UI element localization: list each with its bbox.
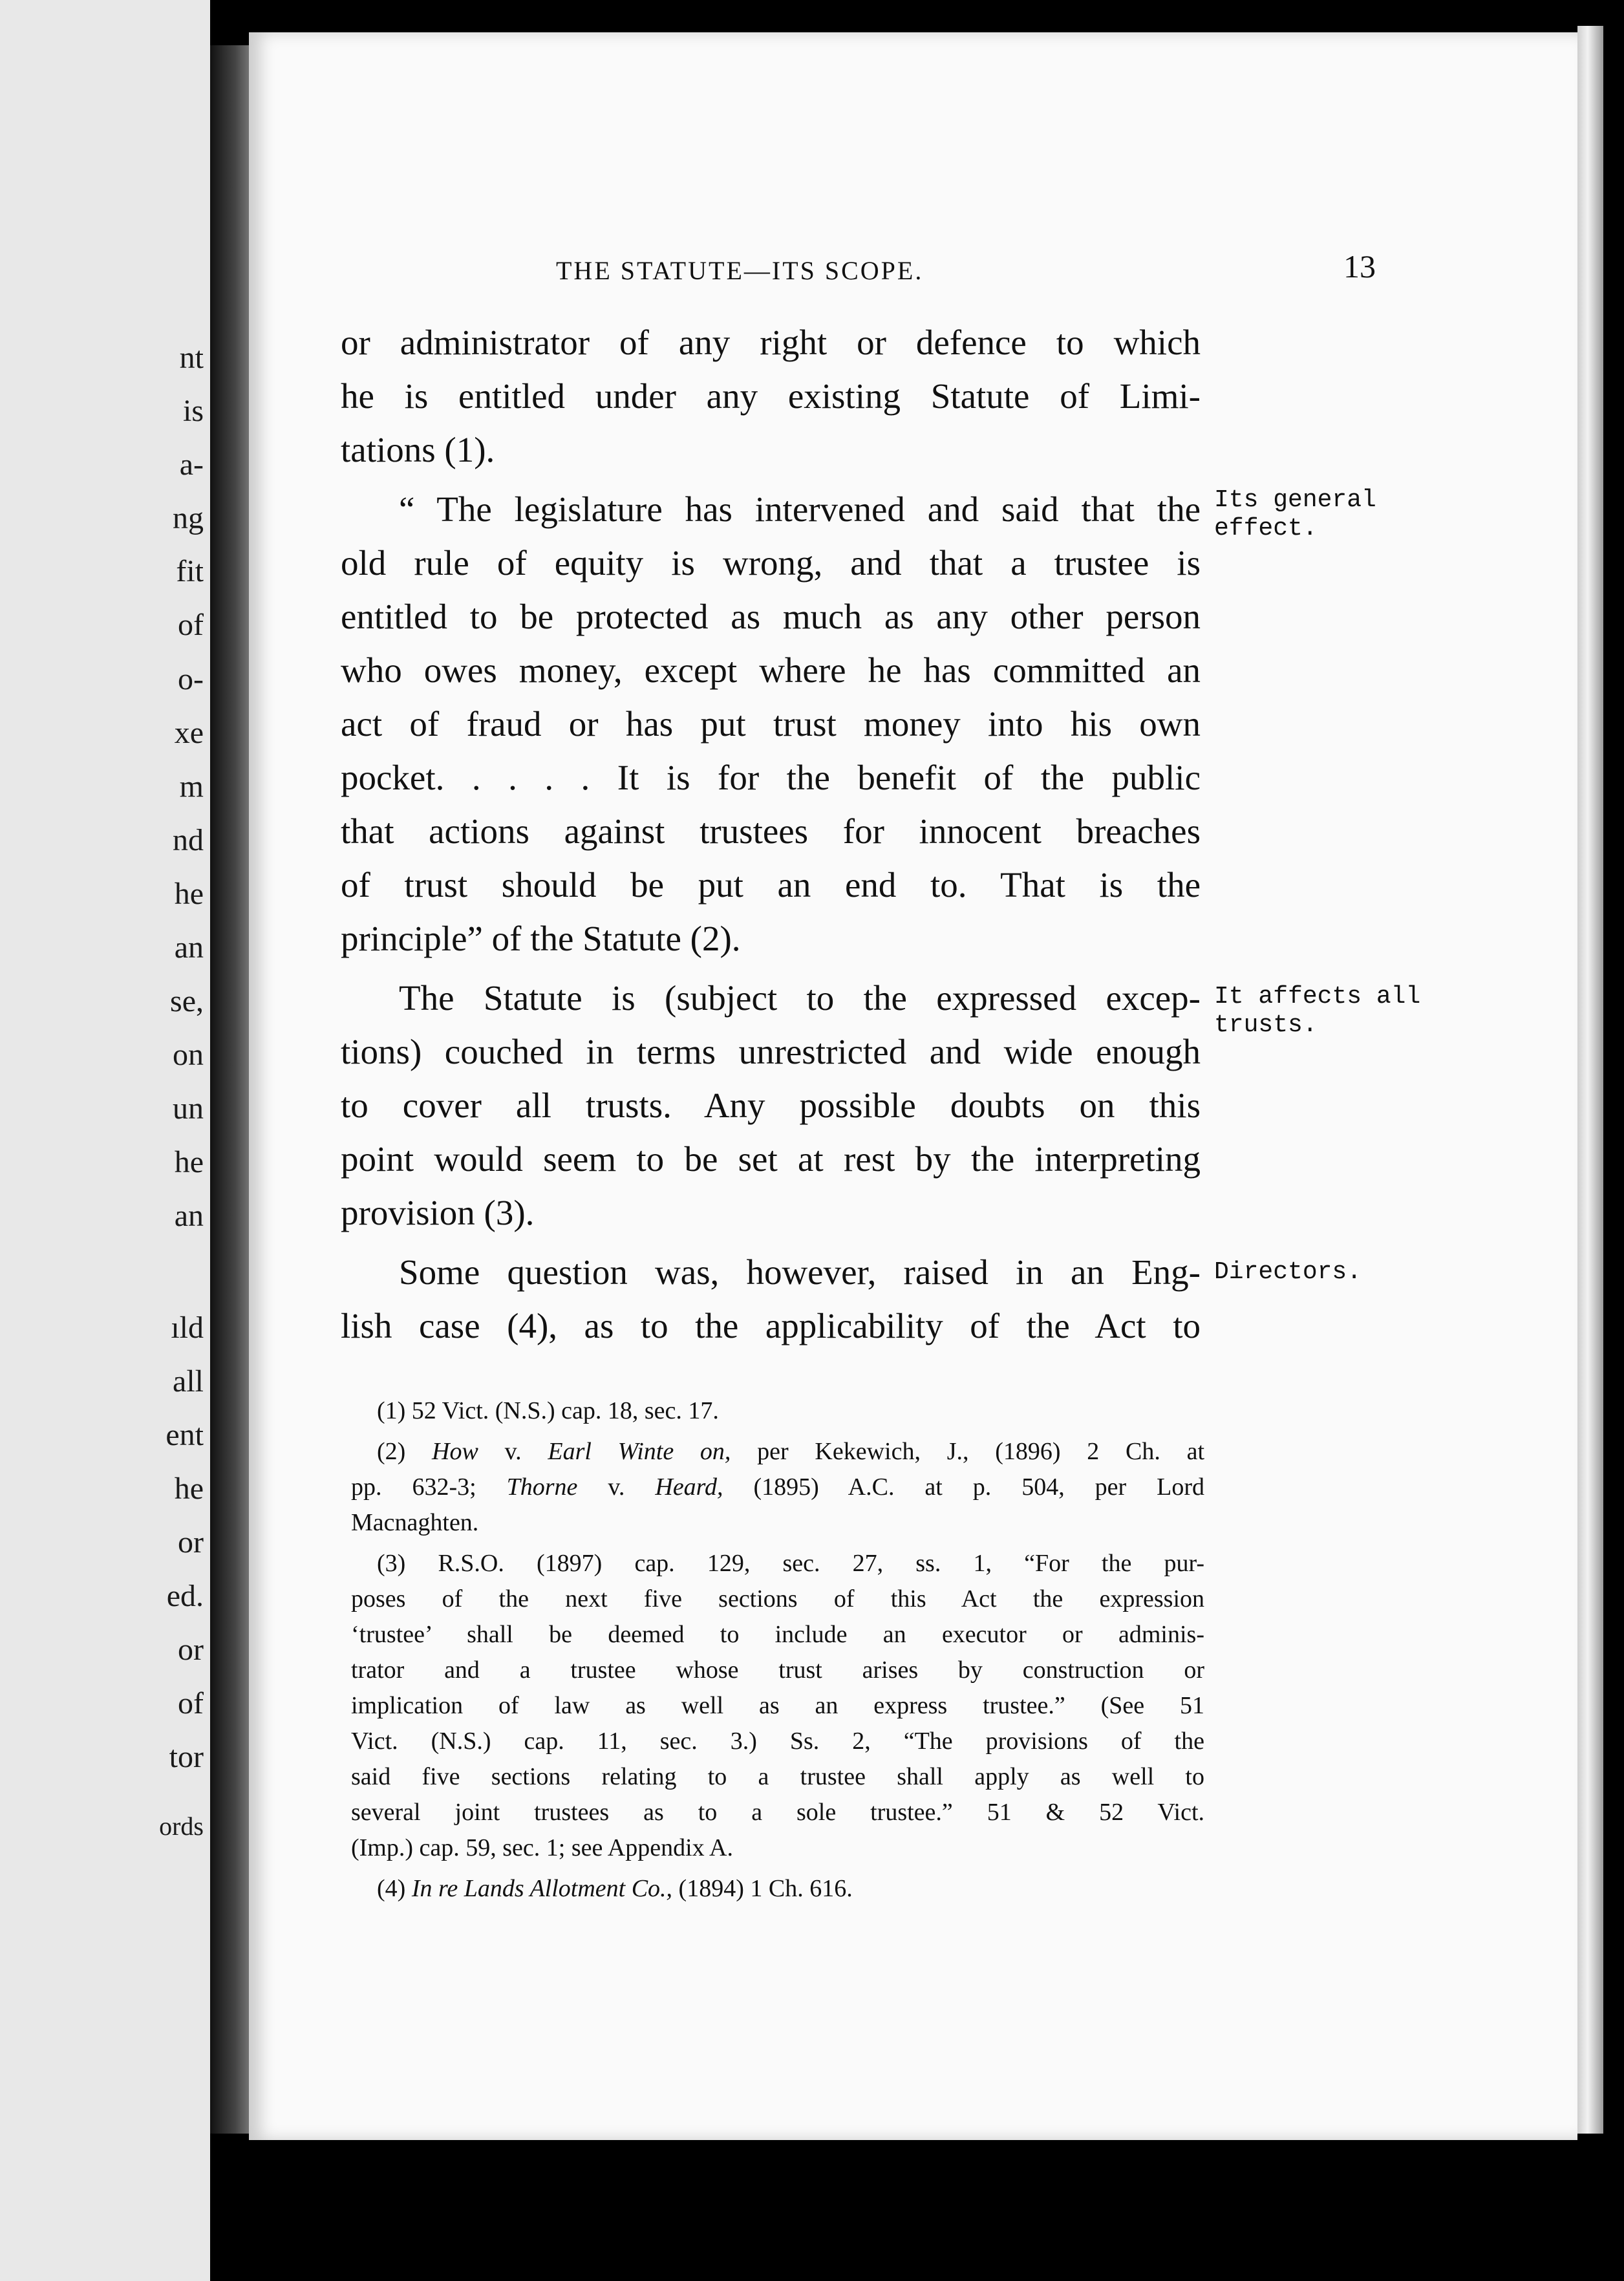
left-fragment: ed.: [166, 1579, 204, 1613]
case-name: Heard,: [655, 1473, 723, 1501]
left-fragment: on: [173, 1038, 204, 1072]
citation-text: pp. 632-3;: [351, 1473, 476, 1501]
footnote-line: trator and a trustee whose trust arises by construction or: [351, 1656, 1204, 1684]
left-fragment: tor: [169, 1740, 204, 1774]
sidenote-line: effect.: [1214, 515, 1318, 542]
footnote-line: [351, 1434, 1204, 1470]
left-fragment: fit: [176, 554, 204, 588]
text-line: entitled to be protected as much as any other person: [341, 597, 1201, 636]
sidenote-directors: [1214, 1258, 1362, 1287]
text-line: or administrator of any right or defence to which: [341, 323, 1201, 362]
footnote-line: several joint trustees as to a sole trustee.” 51 & 52 Vict.: [351, 1799, 1204, 1826]
text-line: provision (3).: [341, 1193, 535, 1232]
text-line: to cover all trusts. Any possible doubts on this: [341, 1086, 1201, 1125]
citation-text: per Kekewich, J., (1896) 2 Ch. at: [757, 1438, 1204, 1465]
left-fragment: an: [174, 1199, 204, 1233]
paragraph: [341, 971, 1201, 1239]
footnote-number: (2): [377, 1438, 406, 1465]
left-fragment: he: [174, 877, 204, 911]
paragraph: [341, 316, 1201, 477]
left-fragment: xe: [174, 716, 204, 750]
text-line: “ The legislature has intervened and said that the: [399, 489, 1201, 529]
citation-text: (1895) A.C. at p. 504, per Lord: [753, 1473, 1205, 1501]
paragraph: [341, 1245, 1201, 1353]
footnote-line: said five sections relating to a trustee shall apply as well to: [351, 1763, 1204, 1790]
paragraph: [341, 482, 1201, 965]
left-fragment: of: [178, 608, 204, 642]
left-fragment: ng: [173, 501, 204, 535]
left-fragment: un: [173, 1091, 204, 1126]
text-line: tations (1).: [341, 430, 495, 469]
text-line: tions) couched in terms unrestricted and wide enough: [341, 1032, 1201, 1071]
left-fragment: nd: [173, 823, 204, 857]
text-line: act of fraud or has put trust money into his own: [341, 704, 1201, 744]
versus: v.: [608, 1473, 625, 1501]
case-name: In re Lands Allotment Co.,: [411, 1875, 673, 1902]
footnote-4: [351, 1871, 1204, 1907]
left-fragment: a-: [179, 447, 204, 482]
footnote-line: implication of law as well as an express trustee.” (See 51: [351, 1692, 1204, 1719]
text-line: Some question was, however, raised in an Eng-: [399, 1252, 1201, 1292]
left-fragment: nt: [179, 341, 204, 375]
case-name: Thorne: [506, 1473, 578, 1501]
sidenote-general-effect: [1214, 486, 1376, 543]
versus: v.: [504, 1438, 522, 1465]
running-head: THE STATUTE—ITS SCOPE.: [556, 256, 924, 285]
text-line: that actions against trustees for innocent breaches: [341, 811, 1201, 851]
case-name: Earl Winte on,: [548, 1438, 731, 1465]
text-line: he is entitled under any existing Statute of Limi-: [341, 376, 1201, 416]
footnote-line: [351, 1470, 1204, 1505]
footnote-2: [351, 1434, 1204, 1541]
body-text: [341, 316, 1201, 1353]
left-fragment: o-: [178, 662, 204, 696]
left-fragment: ords: [159, 1812, 204, 1841]
footnote-line: [351, 1871, 1204, 1907]
case-name: How: [432, 1438, 478, 1465]
text-line: lish case (4), as to the applicability of the Act to: [341, 1306, 1201, 1345]
footnote-line: poses of the next five sections of this Act the expression: [351, 1585, 1204, 1612]
text-line: old rule of equity is wrong, and that a trustee is: [341, 543, 1201, 583]
page-edge: [1577, 26, 1603, 2134]
left-fragment: he: [174, 1145, 204, 1179]
left-fragment: all: [173, 1364, 204, 1398]
footnote-line: ‘trustee’ shall be deemed to include an executor or adminis-: [351, 1621, 1204, 1648]
left-fragment: or: [178, 1525, 204, 1559]
footnote-line: (3) R.S.O. (1897) cap. 129, sec. 27, ss. 1, “For the pur-: [377, 1550, 1204, 1577]
left-fragment: ıld: [171, 1311, 204, 1345]
left-fragment: m: [179, 769, 204, 804]
footnotes: [351, 1393, 1204, 1907]
sidenote-line: Directors.: [1214, 1258, 1362, 1286]
text-line: who owes money, except where he has committed an: [341, 650, 1201, 690]
text-line: of trust should be put an end to. That is the: [341, 865, 1201, 905]
citation-text: (1894) 1 Ch. 616.: [678, 1875, 853, 1902]
sidenote-line: Its general: [1214, 486, 1376, 514]
left-fragment: an: [174, 930, 204, 965]
text-line: pocket. . . . . It is for the benefit of the public: [341, 758, 1201, 797]
left-fragment: ent: [166, 1418, 204, 1452]
footnote-line: Vict. (N.S.) cap. 11, sec. 3.) Ss. 2, “The provisions of the: [351, 1728, 1204, 1755]
left-fragment: or: [178, 1633, 204, 1667]
facing-page-fragment: [0, 0, 210, 2281]
page-number: 13: [1343, 248, 1376, 284]
footnote-line: Macnaghten.: [351, 1509, 479, 1536]
text-line: principle” of the Statute (2).: [341, 919, 741, 958]
sidenote-affects-all: [1214, 983, 1420, 1040]
left-fragment: he: [174, 1472, 204, 1506]
footnote-3: [351, 1546, 1204, 1866]
left-fragment: of: [178, 1686, 204, 1720]
footnote-line: (Imp.) cap. 59, sec. 1; see Appendix A.: [351, 1834, 733, 1861]
left-fragment: is: [182, 394, 204, 428]
left-fragment: se,: [170, 984, 204, 1018]
sidenote-line: It affects all: [1214, 983, 1421, 1011]
footnote-number: (4): [377, 1875, 406, 1902]
footnote-1: [351, 1393, 1204, 1429]
sidenote-line: trusts.: [1214, 1011, 1318, 1039]
text-line: point would seem to be set at rest by the interpreting: [341, 1139, 1201, 1179]
text-line: The Statute is (subject to the expressed excep-: [399, 978, 1201, 1018]
footnote-line: (1) 52 Vict. (N.S.) cap. 18, sec. 17.: [377, 1397, 719, 1424]
